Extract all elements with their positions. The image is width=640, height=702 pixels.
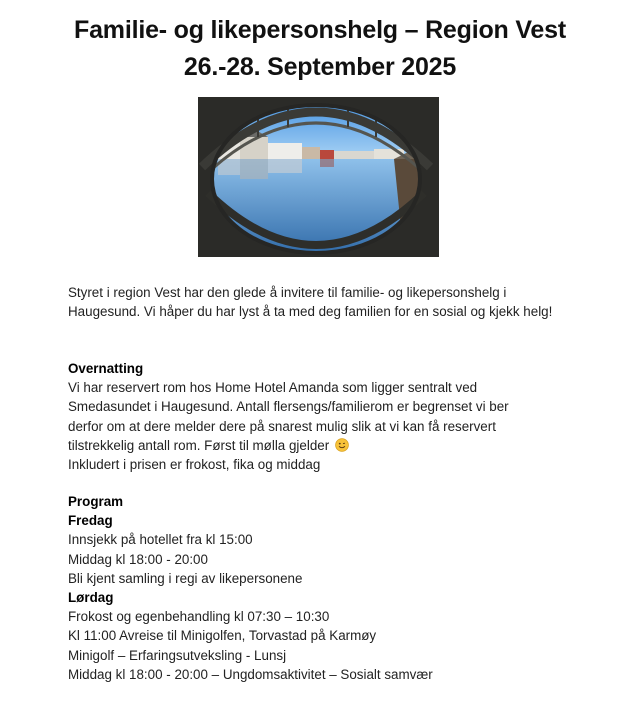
overnatting-line-with-emoji	[68, 436, 568, 455]
fredag-item: Innsjekk på hotellet fra kl 15:00	[68, 532, 253, 548]
fredag-heading: Fredag	[68, 513, 113, 529]
overnatting-line: Inkludert i prisen er frokost, fika og middag	[68, 457, 321, 473]
overnatting-heading: Overnatting	[68, 361, 144, 376]
overnatting-section	[68, 359, 568, 474]
harbour-bridge-photo	[198, 97, 439, 257]
fredag-item: Bli kjent samling i regi av likepersonene	[68, 570, 303, 586]
overnatting-line: Vi har reservert rom hos Home Hotel Amanda som ligger sentralt ved	[68, 380, 478, 396]
winking-face-icon	[335, 438, 349, 452]
lordag-item: Minigolf – Erfaringsutveksling - Lunsj	[68, 647, 287, 663]
lordag-item: Kl 11:00 Avreise til Minigolfen, Torvastad på Karmøy	[68, 628, 377, 644]
overnatting-line: tilstrekkelig antall rom. Først til mølla gjelder	[68, 437, 330, 453]
intro-paragraph	[68, 283, 568, 321]
document-title-line-1: Familie- og likepersonshelg – Region Vest	[74, 16, 566, 44]
program-section	[68, 492, 568, 684]
fredag-item: Middag kl 18:00 - 20:00	[68, 551, 208, 567]
lordag-heading: Lørdag	[68, 590, 114, 606]
lordag-item: Frokost og egenbehandling kl 07:30 – 10:30	[68, 609, 330, 625]
overnatting-line: derfor om at dere melder dere på snarest mulig slik at vi kan få reservert	[68, 418, 496, 434]
document-title-line-2: 26.-28. September 2025	[183, 53, 457, 81]
intro-text: Styret i region Vest har den glede å invitere til familie- og likepersonshelg i Haugesund. Vi håper du har lyst å ta med deg familien for en sosial og kjekk helg!	[68, 285, 553, 320]
overnatting-line: Smedasundet i Haugesund. Antall flersengs/familierom er begrenset vi ber	[68, 399, 509, 415]
lordag-item: Middag kl 18:00 - 20:00 – Ungdomsaktivitet – Sosialt samvær	[68, 666, 433, 682]
program-heading: Program	[68, 494, 124, 509]
